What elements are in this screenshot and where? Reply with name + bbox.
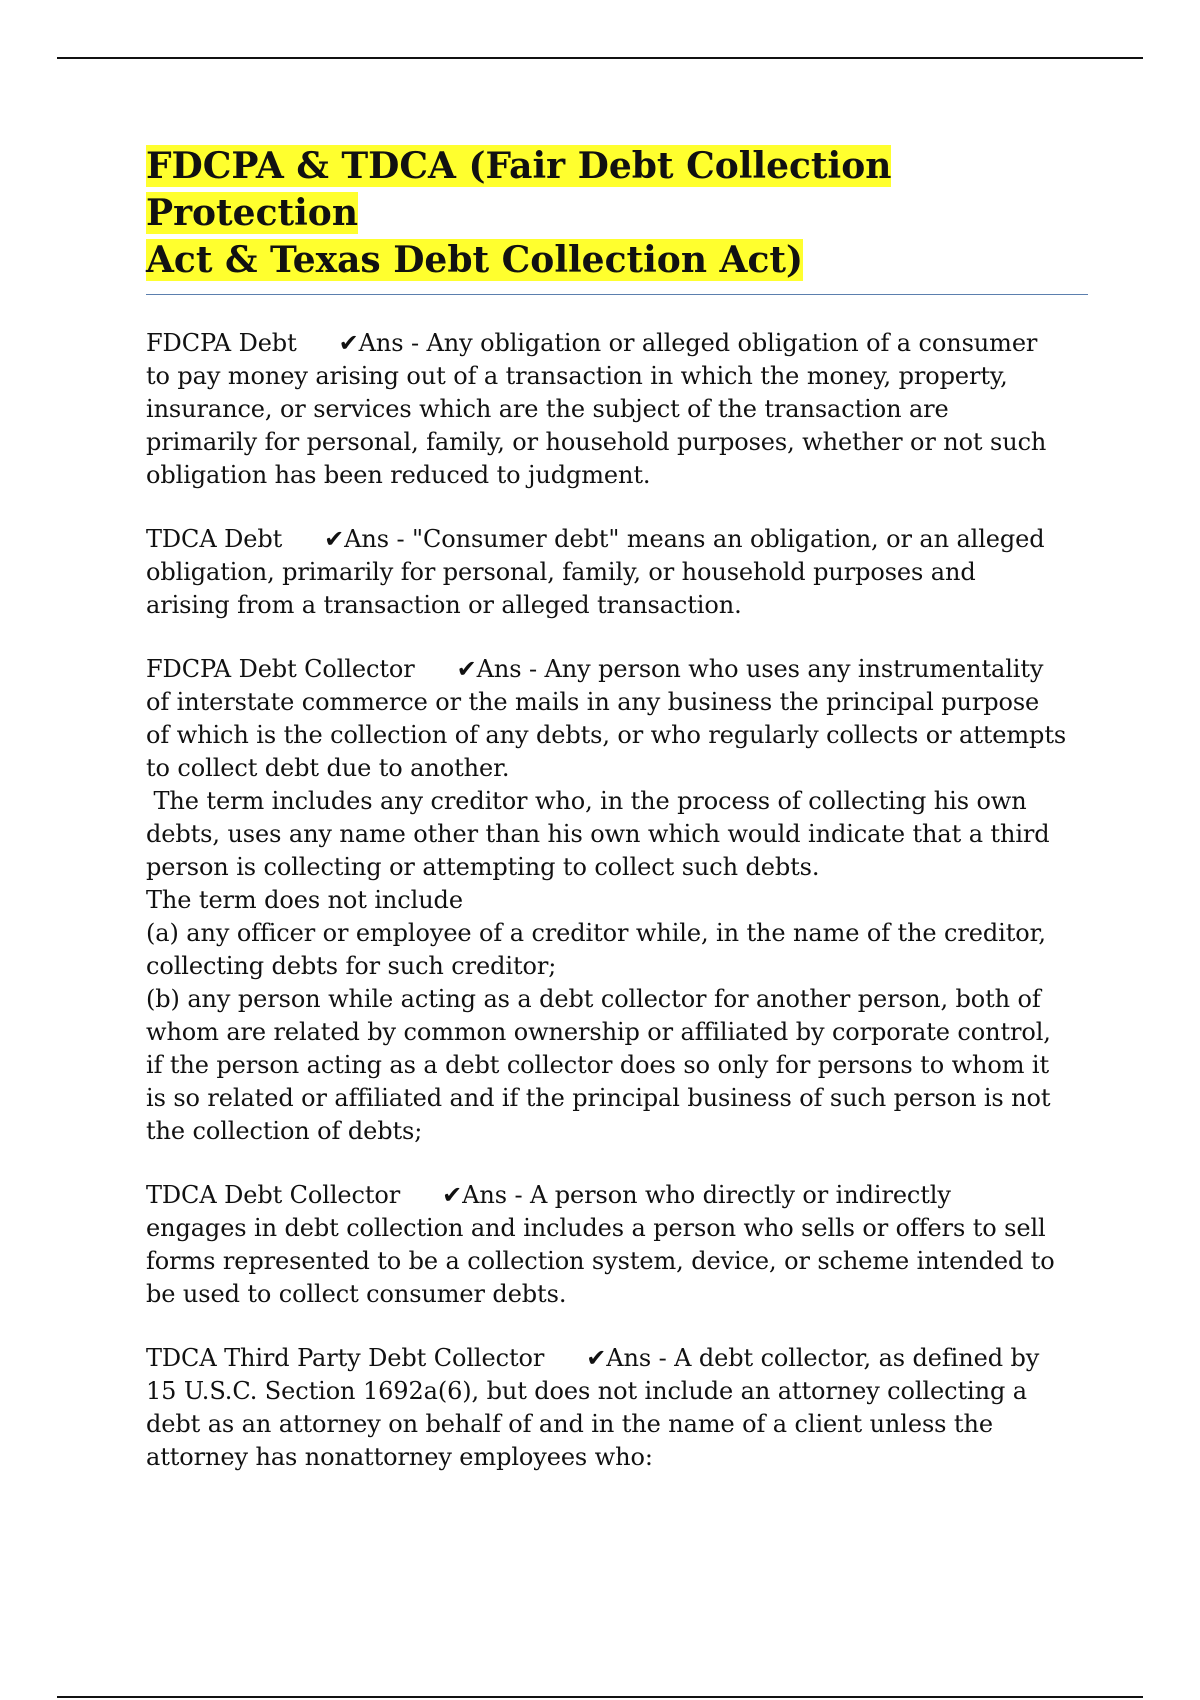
entry-definition-line: if the person acting as a debt collector does so only for persons to whom it [146, 1051, 1050, 1079]
entry-definition-line: to pay money arising out of a transaction in which the money, property, [146, 362, 1008, 390]
qa-entry [146, 1342, 1088, 1474]
entry-definition-line: The term does not include [146, 886, 463, 914]
answer-marker: ✔Ans - [456, 655, 537, 683]
entry-definition-text: A debt collector, as defined by [674, 1344, 1040, 1372]
entry-definition-line: primarily for personal, family, or household purposes, whether or not such [146, 428, 1047, 456]
entry-definition-text: "Consumer debt" means an obligation, or an alleged [412, 525, 1045, 553]
entry-definition-line: is so related or affiliated and if the principal business of such person is not [146, 1084, 1051, 1112]
title-line-1: FDCPA & TDCA (Fair Debt Collection Protection [146, 145, 892, 234]
document-title [146, 143, 1088, 284]
entry-definition-line: collecting debts for such creditor; [146, 952, 557, 980]
qa-entry [146, 523, 1088, 622]
entry-first-line [146, 653, 1088, 686]
entry-definition-line: engages in debt collection and includes a person who sells or offers to sell [146, 1214, 1046, 1242]
entry-definition-line: insurance, or services which are the subject of the transaction are [146, 395, 949, 423]
entry-definition-line: person is collecting or attempting to collect such debts. [146, 853, 820, 881]
entry-term: TDCA Debt Collector [146, 1181, 401, 1209]
entry-first-line [146, 327, 1088, 360]
qa-entry [146, 1179, 1088, 1311]
entry-definition-line: debts, uses any name other than his own which would indicate that a third [146, 820, 1050, 848]
entry-first-line [146, 1179, 1088, 1212]
entry-definition-text: A person who directly or indirectly [530, 1181, 951, 1209]
entry-definition-line: whom are related by common ownership or affiliated by corporate control, [146, 1018, 1051, 1046]
entry-definition-line: The term includes any creditor who, in the process of collecting his own [146, 787, 1027, 815]
entry-definition-line: to collect debt due to another. [146, 754, 510, 782]
qa-entry [146, 327, 1088, 492]
entry-definition-line: (b) any person while acting as a debt collector for another person, both of [146, 985, 1041, 1013]
entry-first-line [146, 523, 1088, 556]
entry-definition-line: debt as an attorney on behalf of and in the name of a client unless the [146, 1410, 993, 1438]
entry-definition-line: of interstate commerce or the mails in any business the principal purpose [146, 688, 1040, 716]
answer-marker: ✔Ans - [338, 329, 419, 357]
answer-marker: ✔Ans - [442, 1181, 523, 1209]
answer-marker: ✔Ans - [586, 1344, 667, 1372]
entry-term: FDCPA Debt Collector [146, 655, 415, 683]
entry-definition-line: forms represented to be a collection system, device, or scheme intended to [146, 1247, 1055, 1275]
footer-rule [57, 1696, 1143, 1698]
entry-definition-line: of which is the collection of any debts, or who regularly collects or attempts [146, 721, 1067, 749]
entry-term: FDCPA Debt [146, 329, 297, 357]
title-line-2: Act & Texas Debt Collection Act) [146, 239, 804, 281]
entry-definition-text: Any obligation or alleged obligation of a consumer [426, 329, 1038, 357]
entry-definition-text: Any person who uses any instrumentality [544, 655, 1044, 683]
entry-term: TDCA Third Party Debt Collector [146, 1344, 545, 1372]
entry-definition-line: obligation has been reduced to judgment. [146, 461, 651, 489]
entry-definition-line: obligation, primarily for personal, family, or household purposes and [146, 558, 976, 586]
entry-first-line [146, 1342, 1088, 1375]
entry-definition-line: be used to collect consumer debts. [146, 1280, 567, 1308]
entry-definition-line: attorney has nonattorney employees who: [146, 1443, 653, 1471]
entry-definition-line: arising from a transaction or alleged transaction. [146, 591, 742, 619]
qa-entries [146, 327, 1088, 1474]
entry-definition-line: 15 U.S.C. Section 1692a(6), but does not include an attorney collecting a [146, 1377, 1027, 1405]
document-body [146, 143, 1088, 1505]
entry-definition-line: the collection of debts; [146, 1117, 423, 1145]
entry-definition-line: (a) any officer or employee of a creditor while, in the name of the creditor, [146, 919, 1046, 947]
entry-term: TDCA Debt [146, 525, 283, 553]
qa-entry [146, 653, 1088, 1148]
header-rule [57, 57, 1143, 59]
answer-marker: ✔Ans - [324, 525, 405, 553]
title-underline [146, 294, 1088, 295]
